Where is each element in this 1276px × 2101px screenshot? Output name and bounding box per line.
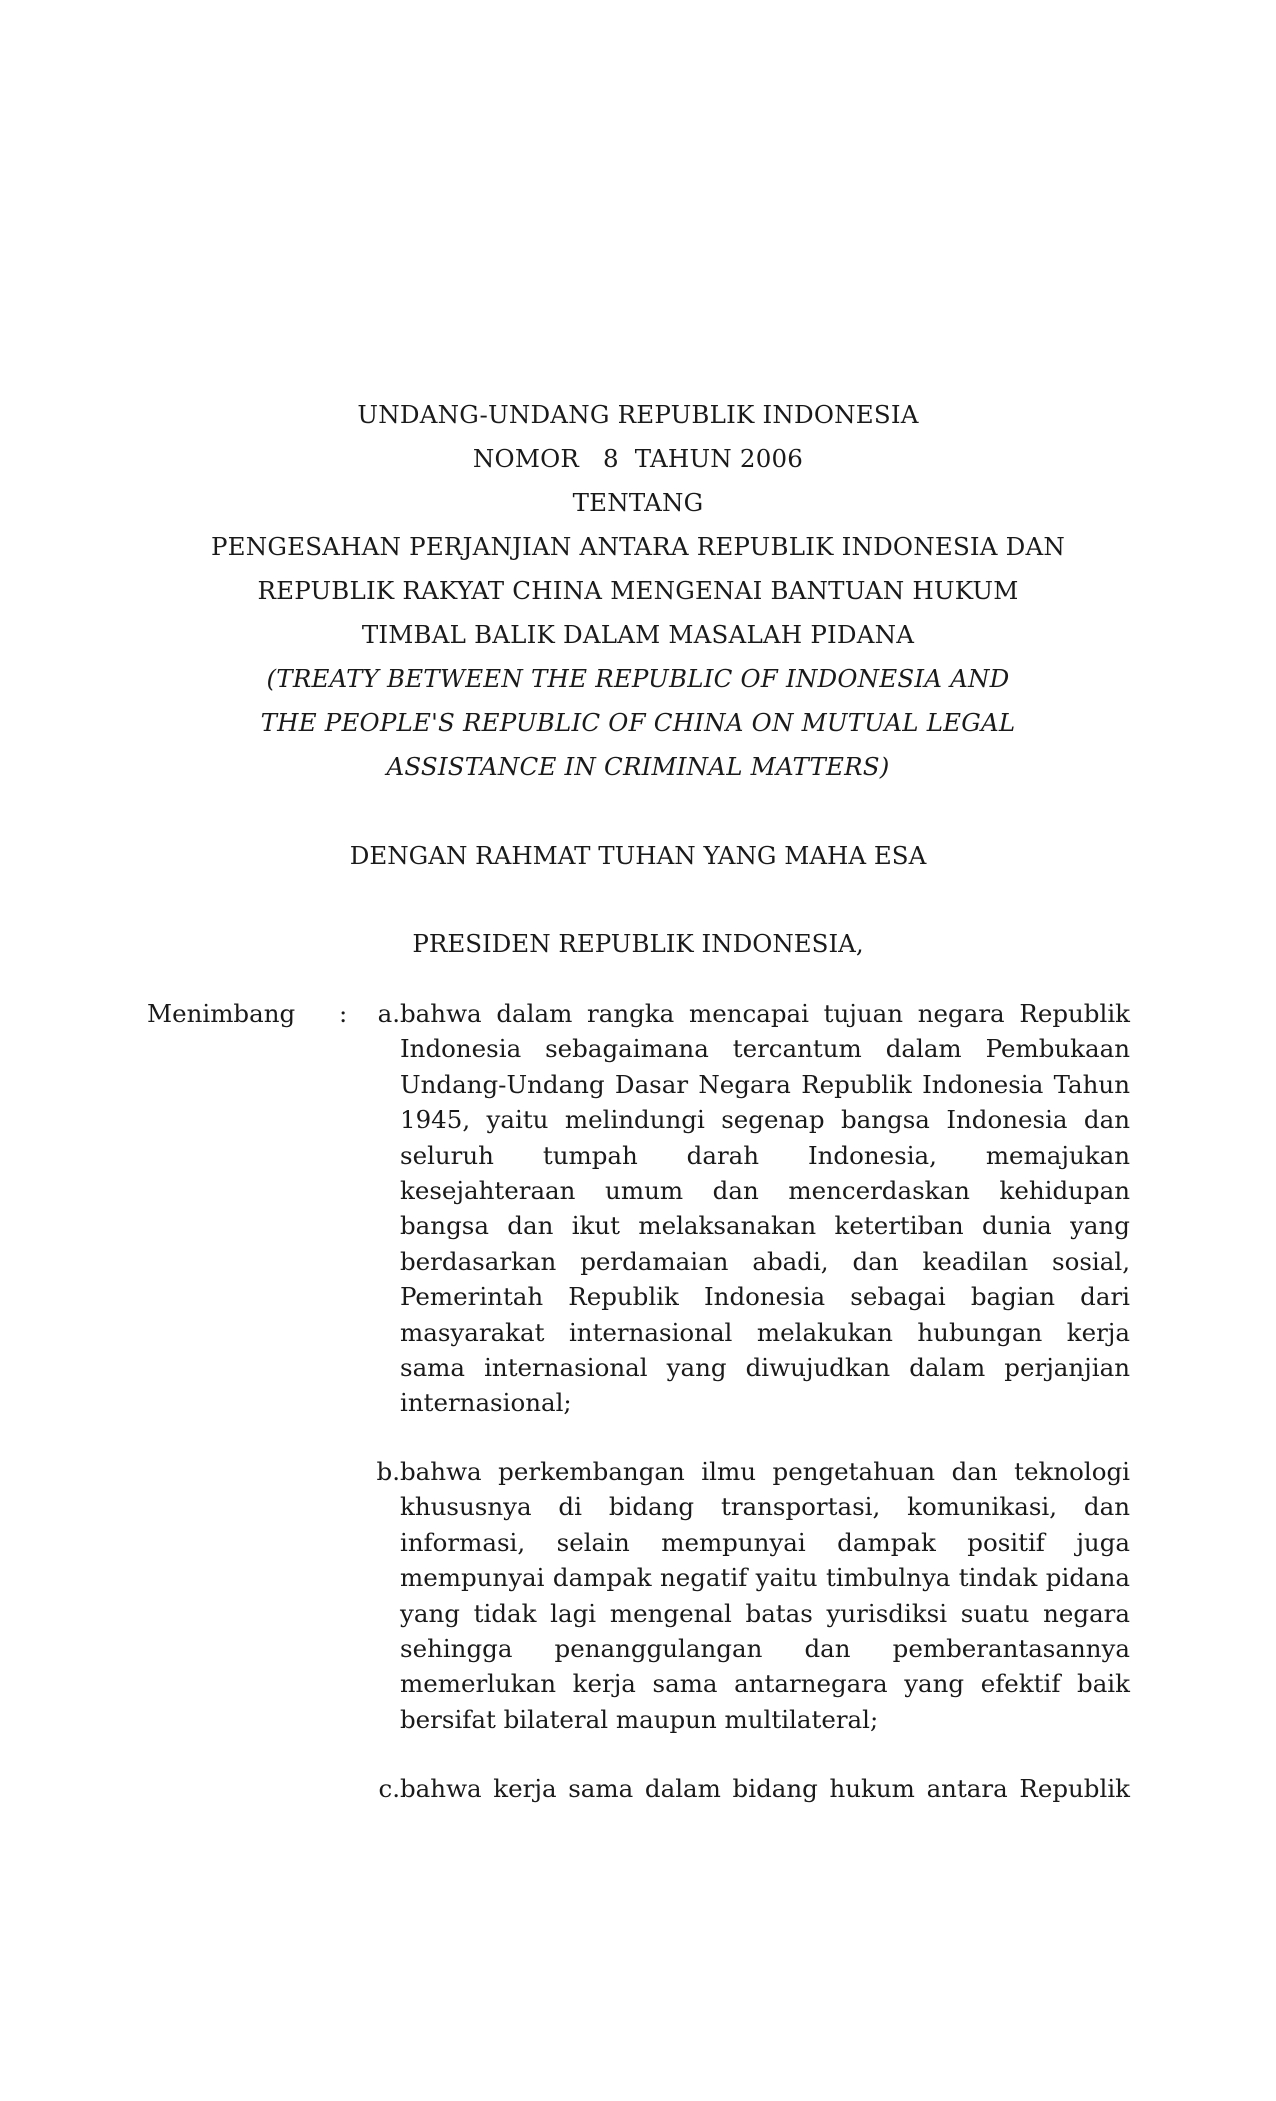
considering-label: Menimbang	[147, 999, 296, 1028]
considering-point-b	[368, 1454, 1130, 1737]
english-title-line-3: ASSISTANCE IN CRIMINAL MATTERS)	[386, 752, 890, 781]
point-text: bahwa kerja sama dalam bidang hukum antara Republik	[400, 1774, 1130, 1803]
point-marker: b.	[376, 1457, 400, 1486]
title-line-number: NOMOR 8 TAHUN 2006	[472, 444, 804, 473]
point-text: bahwa perkembangan ilmu pengetahuan dan teknologi khususnya di bidang transportasi, komunikasi, dan informasi, selain mempunyai dampak positif juga mempunyai dampak negatif yaitu timbulnya tindak pidana yang tidak lagi mengenal batas yurisdiksi suatu negara sehingga penanggulangan dan pemberantasannya memerlukan kerja sama antarnegara yang efektif baik bersifat bilateral maupun multilateral;	[400, 1457, 1130, 1734]
title-line-subject-1: PENGESAHAN PERJANJIAN ANTARA REPUBLIK INDONESIA DAN	[210, 532, 1066, 561]
point-marker: c.	[378, 1774, 400, 1803]
title-line-about: TENTANG	[572, 488, 704, 517]
title-line-subject-2: REPUBLIK RAKYAT CHINA MENGENAI BANTUAN HUKUM	[257, 576, 1019, 605]
considering-colon: :	[339, 999, 348, 1028]
invocation: DENGAN RAHMAT TUHAN YANG MAHA ESA	[349, 841, 927, 870]
english-title-line-2: THE PEOPLE'S REPUBLIC OF CHINA ON MUTUAL LEGAL	[260, 708, 1016, 737]
title-line-subject-3: TIMBAL BALIK DALAM MASALAH PIDANA	[361, 620, 915, 649]
point-text: bahwa dalam rangka mencapai tujuan negara Republik Indonesia sebagaimana tercantum dalam Pembukaan Undang-Undang Dasar Negara Republik Indonesia Tahun 1945, yaitu melindungi segenap bangsa Indonesia dan seluruh tumpah darah Indonesia, memajukan kesejahteraan umum dan mencerdaskan kehidupan bangsa dan ikut melaksanakan ketertiban dunia yang berdasarkan perdamaian abadi, dan keadilan sosial, Pemerintah Republik Indonesia sebagai bagian dari masyarakat internasional melakukan hubungan kerja sama internasional yang diwujudkan dalam perjanjian internasional;	[400, 999, 1130, 1418]
english-title-line-1: (TREATY BETWEEN THE REPUBLIC OF INDONESIA AND	[266, 664, 1010, 693]
point-marker: a.	[377, 999, 400, 1028]
considering-point-c	[368, 1771, 1130, 1806]
president-heading: PRESIDEN REPUBLIK INDONESIA,	[412, 929, 864, 958]
considering-point-a	[368, 996, 1130, 1421]
document-title	[0, 393, 1276, 789]
title-line-law: UNDANG-UNDANG REPUBLIK INDONESIA	[357, 400, 919, 429]
